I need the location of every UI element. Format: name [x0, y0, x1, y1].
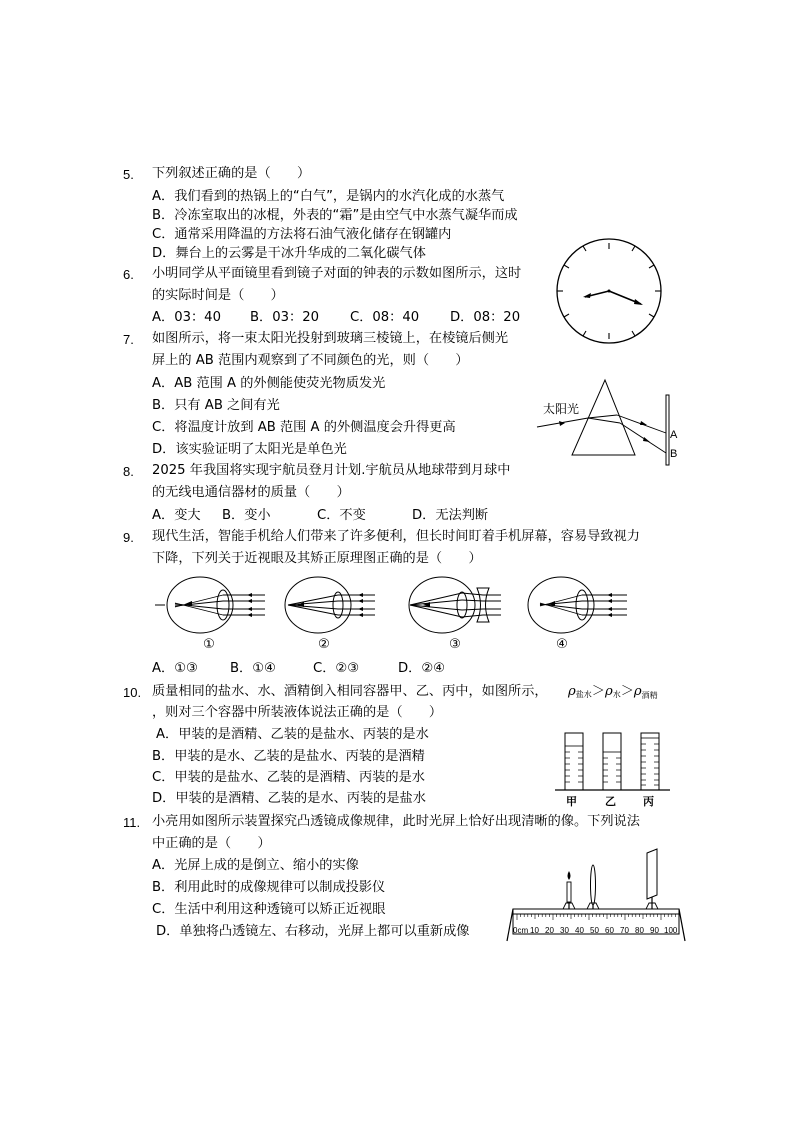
question-stem-line1: 现代生活，智能手机给人们带来了许多便利，但长时间盯着手机屏幕，容易导致视力 — [152, 529, 640, 544]
containers-figure — [555, 728, 670, 793]
option-c: C．②③ — [313, 661, 360, 676]
figure-label-2: ② — [318, 637, 330, 652]
ruler-label: 70 — [620, 926, 629, 935]
eye-diagram-2 — [285, 577, 375, 633]
option-a: A．AB 范围 A 的外侧能使荧光物质发光 — [152, 376, 386, 391]
option-b: B．冷冻室取出的冰棍，外表的“霜”是由空气中水蒸气凝华而成 — [152, 208, 518, 223]
question-number: 10. — [123, 685, 142, 700]
option-a: A．①③ — [152, 661, 198, 676]
label-jia: 甲 — [566, 795, 577, 808]
option-a: A．变大 — [152, 508, 201, 523]
ruler-label: 10 — [530, 926, 539, 935]
eye-diagram-1 — [155, 577, 265, 633]
ruler-label: 90 — [650, 926, 659, 935]
option-d: D．②④ — [398, 661, 445, 676]
question-stem-line2: 的实际时间是（ ） — [152, 288, 284, 303]
option-d: D．08：20 — [450, 310, 521, 325]
ruler-labels — [513, 926, 683, 938]
option-d: D．舞台上的云雾是干冰升华成的二氧化碳气体 — [152, 246, 426, 261]
label-b: B — [670, 448, 678, 460]
option-b: B．03：20 — [250, 310, 319, 325]
option-b: B．甲装的是水、乙装的是盐水、丙装的是酒精 — [152, 749, 425, 764]
question-stem-line1: 质量相同的盐水、水、酒精倒入相同容器甲、乙、丙中，如图所示， — [152, 684, 548, 699]
option-c: C．生活中利用这种透镜可以矫正近视眼 — [152, 902, 386, 917]
option-d: D．单独将凸透镜左、右移动，光屏上都可以重新成像 — [156, 924, 470, 939]
option-c: C．通常采用降温的方法将石油气液化储存在钢罐内 — [152, 227, 452, 242]
question-stem-line2: 中正确的是（ ） — [152, 836, 271, 851]
figure-label-4: ④ — [556, 637, 568, 652]
ruler-label: 80 — [635, 926, 644, 935]
label-bing: 丙 — [643, 795, 654, 808]
sunlight-label: 太阳光 — [543, 402, 580, 416]
label-a: A — [670, 429, 678, 441]
ruler-label: 60 — [605, 926, 614, 935]
option-b: B．利用此时的成像规律可以制成投影仪 — [152, 880, 386, 895]
ruler-label: 100 — [664, 926, 678, 935]
option-a: A．甲装的是酒精、乙装的是盐水、丙装的是水 — [156, 727, 429, 742]
option-b: B．①④ — [230, 661, 276, 676]
question-stem-line2: ，则对三个容器中所装液体说法正确的是（ ） — [152, 705, 443, 720]
option-d: D．甲装的是酒精、乙装的是水、丙装的是盐水 — [152, 791, 426, 806]
eye-diagrams — [155, 574, 635, 634]
option-c: C．将温度计放到 AB 范围 A 的外侧温度会升得更高 — [152, 420, 456, 435]
question-stem-line1: 小亮用如图所示装置探究凸透镜成像规律，此时光屏上恰好出现清晰的像。下列说法 — [152, 814, 640, 829]
eye-diagram-3 — [409, 577, 501, 633]
option-c: C．甲装的是盐水、乙装的是酒精、丙装的是水 — [152, 770, 425, 785]
question-stem-line2: 下降，下列关于近视眼及其矫正原理图正确的是（ ） — [152, 551, 482, 566]
option-b: B．只有 AB 之间有光 — [152, 398, 280, 413]
question-number: 8. — [123, 464, 134, 479]
option-a: A．我们看到的热锅上的“白气”，是锅内的水汽化成的水蒸气 — [152, 189, 505, 204]
container-yi — [603, 733, 621, 790]
question-stem-line1: 小明同学从平面镜里看到镜子对面的钟表的示数如图所示，这时 — [152, 266, 522, 281]
question-number: 9. — [123, 530, 134, 545]
option-a: A．03：40 — [152, 310, 221, 325]
option-c: C．不变 — [317, 508, 366, 523]
question-number: 7. — [123, 332, 134, 347]
option-d: D．无法判断 — [412, 508, 489, 523]
question-stem-line1: 2025 年我国将实现宇航员登月计划.宇航员从地球带到月球中 — [152, 463, 511, 478]
option-d: D．该实验证明了太阳光是单色光 — [152, 442, 347, 457]
ruler-label: 30 — [560, 926, 569, 935]
ruler-label: 20 — [545, 926, 554, 935]
container-jia — [565, 733, 583, 790]
option-b: B．变小 — [222, 508, 271, 523]
question-number: 5. — [123, 167, 134, 182]
eye-diagram-4 — [528, 577, 627, 633]
question-number: 11. — [123, 815, 141, 830]
ruler-label: 0cm — [513, 926, 529, 935]
question-stem: 下列叙述正确的是（ ） — [152, 166, 311, 181]
question-stem-line2: 的无线电通信器材的质量（ ） — [152, 485, 350, 500]
figure-label-3: ③ — [449, 637, 461, 652]
question-number: 6. — [123, 267, 134, 282]
question-stem-line1: 如图所示，将一束太阳光投射到玻璃三棱镜上，在棱镜后侧光 — [152, 331, 509, 346]
option-a: A．光屏上成的是倒立、缩小的实像 — [152, 858, 359, 873]
container-bing — [641, 733, 659, 790]
density-relation: $\rho_{盐水}>\rho_水>\rho_{酒精}$ — [568, 684, 658, 700]
ruler-label: 50 — [590, 926, 599, 935]
figure-label-1: ① — [203, 637, 215, 652]
option-c: C．08：40 — [350, 310, 420, 325]
clock-figure — [555, 246, 665, 336]
question-stem-line2: 屏上的 AB 范围内观察到了不同颜色的光，则（ ） — [152, 353, 469, 368]
ruler-label: 40 — [575, 926, 584, 935]
label-yi: 乙 — [605, 795, 616, 808]
